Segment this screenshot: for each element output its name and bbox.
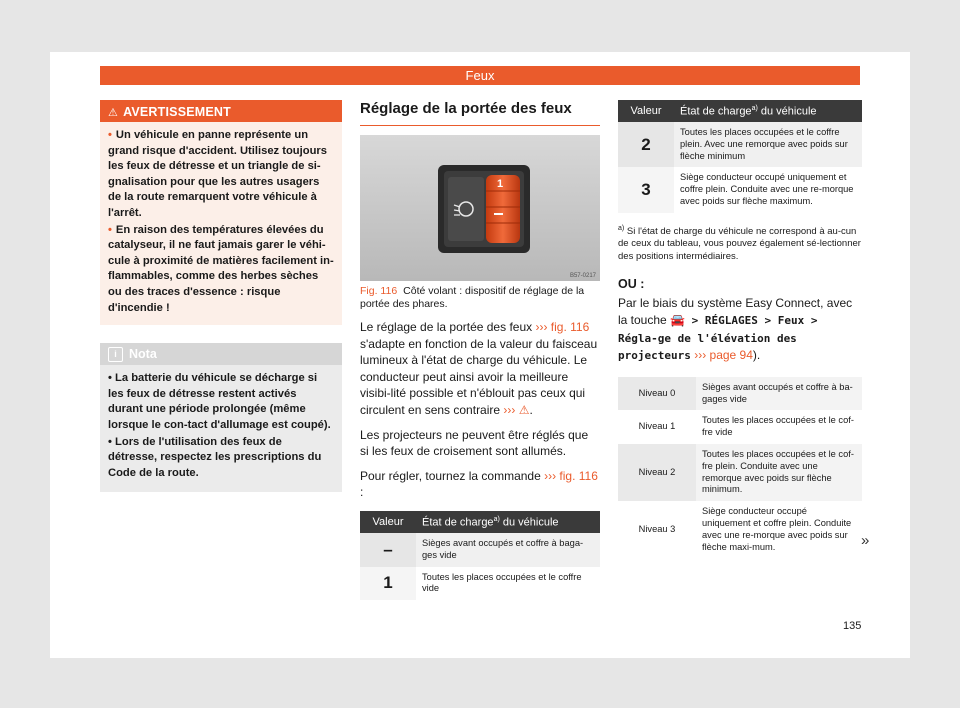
warning-header xyxy=(100,102,342,122)
warning-title: AVERTISSEMENT xyxy=(123,105,231,119)
menu-path: > RÉGLAGES > Feux > Régla-ge de l'élévation des projecteurs xyxy=(618,314,818,363)
continue-mark: » xyxy=(861,532,870,549)
load-state-table-part1 xyxy=(360,511,600,600)
level-desc: Sièges avant occupés et coffre à ba-gages vide xyxy=(696,377,862,411)
table-row xyxy=(360,533,600,567)
warning-body xyxy=(100,122,342,325)
note-bullet: • La batterie du véhicule se décharge si les feux de détresse restent activés durant une période prolongée (même lorsque le con-tact d'allumage est coupé). xyxy=(108,372,331,431)
table-cell-value: 2 xyxy=(618,122,674,167)
column-header-value: Valeur xyxy=(618,100,674,122)
note-box xyxy=(100,343,342,492)
paragraph-lowbeam: Les projecteurs ne peuvent être réglés que si les feux de croisement sont allumés. xyxy=(360,427,589,459)
load-state-table-part2 xyxy=(618,100,862,213)
column-header-state: État de charge$^{a)}$ du véhicule xyxy=(416,511,600,533)
left-column xyxy=(100,100,342,492)
level-label: Niveau 3 xyxy=(618,501,696,558)
car-icon: 🚘 xyxy=(670,313,685,328)
table-row xyxy=(360,567,600,601)
note-bullet: • Lors de l'utilisation des feux de détresse, respectez les prescriptions du Code de la route. xyxy=(108,435,322,479)
note-title: Nota xyxy=(129,347,157,362)
page-number: 135 xyxy=(843,620,862,632)
footnote: $^{a)}$ Si l'état de charge du véhicule ne correspond à au-cun de ceux du tableau, vous pouvez également sé-lectionner des positions intermédiaires. xyxy=(618,224,861,262)
level-row xyxy=(618,501,862,558)
headlight-adjuster-figure xyxy=(360,135,600,281)
warning-bullet: • Un véhicule en panne représente un grand risque d'accident. Utilisez toujours les feux de détresse et un triangle de si-gnalisation pour que les autres usagers de la route remarquent votre véhicule à l'arrêt. xyxy=(108,129,327,219)
level-desc: Toutes les places occupées et le cof-fre vide xyxy=(696,410,862,444)
ou-heading: OU : xyxy=(618,277,645,292)
table-cell-value: 1 xyxy=(360,567,416,601)
fig-116-link[interactable]: ››› fig. 116 xyxy=(535,320,590,334)
figure-caption: Fig. 116 Côté volant : dispositif de réglage de la portée des phares. xyxy=(360,285,585,310)
level-row xyxy=(618,410,862,444)
column-header-state: État de charge$^{a)}$ du véhicule xyxy=(674,100,862,122)
figure-code: B57-0217 xyxy=(569,273,596,279)
paragraph-adjust: Pour régler, tournez la commande ››› fig. 116 : xyxy=(360,468,598,500)
level-label: Niveau 2 xyxy=(618,444,696,501)
middle-column xyxy=(360,100,600,600)
level-label: Niveau 0 xyxy=(618,377,696,411)
figure-number: Fig. 116 xyxy=(360,285,398,297)
ou-paragraph: Par le biais du système Easy Connect, avec la touche 🚘 > RÉGLAGES > Feux > Régla-ge de l'élévation des projecteurs ››› page 94). xyxy=(618,296,853,363)
table-row xyxy=(618,167,862,212)
section-title: Réglage de la portée des feux xyxy=(360,100,600,126)
levels-table xyxy=(618,377,862,559)
paragraph-intro: Le réglage de la portée des feux ››› fig. 116 s'adapte en fonction de la valeur du faisceau lumineux à l'état de charge du véhicule. Le conducteur peut ainsi avoir la meilleure visibi-lité possible et n'éblouit pas ceux qui circulent en sens contraire ››› ⚠. xyxy=(360,320,598,417)
level-row xyxy=(618,377,862,411)
warning-bullet: • En raison des températures élevées du catalyseur, il ne faut jamais garer le véhi-cule à proximité de matières facilement in-flammables, comme des herbes sèches ou des traces d'essence : risque d'incendie ! xyxy=(108,223,334,314)
headlight-dial-illustration xyxy=(360,135,600,281)
level-desc: Siège conducteur occupé uniquement et coffre plein. Conduite avec une re-morque avec poids sur flèche maxi-mum. xyxy=(696,501,862,558)
note-header xyxy=(100,343,342,365)
right-column xyxy=(618,100,862,558)
table-cell-value: – xyxy=(360,533,416,567)
info-icon: i xyxy=(108,347,123,362)
table-cell-desc: Sièges avant occupés et coffre à baga-ges vide xyxy=(416,533,600,567)
table-cell-value: 3 xyxy=(618,167,674,212)
level-label: Niveau 1 xyxy=(618,410,696,444)
fig-116-link[interactable]: ››› fig. 116 xyxy=(544,468,598,483)
table-row xyxy=(618,122,862,167)
page-94-link[interactable]: ››› page 94 xyxy=(694,348,753,363)
warning-box xyxy=(100,100,342,325)
svg-text:1: 1 xyxy=(497,178,504,190)
level-row xyxy=(618,444,862,501)
table-cell-desc: Toutes les places occupées et le coffre plein. Avec une remorque avec poids sur flèche minimum xyxy=(674,122,862,167)
warning-triangle-icon: ⚠ xyxy=(108,107,119,119)
table-cell-desc: Toutes les places occupées et le coffre vide xyxy=(416,567,600,601)
column-header-value: Valeur xyxy=(360,511,416,533)
warning-link[interactable]: ››› ⚠ xyxy=(503,402,530,417)
page-header: Feux xyxy=(100,66,860,85)
table-cell-desc: Siège conducteur occupé uniquement et coffre plein. Conduite avec une re-morque avec poids sur flèche maximum. xyxy=(674,167,862,212)
level-desc: Toutes les places occupées et le cof-fre plein. Conduite avec une remorque avec poids sur flèche minimum. xyxy=(696,444,862,501)
note-body xyxy=(100,365,342,492)
